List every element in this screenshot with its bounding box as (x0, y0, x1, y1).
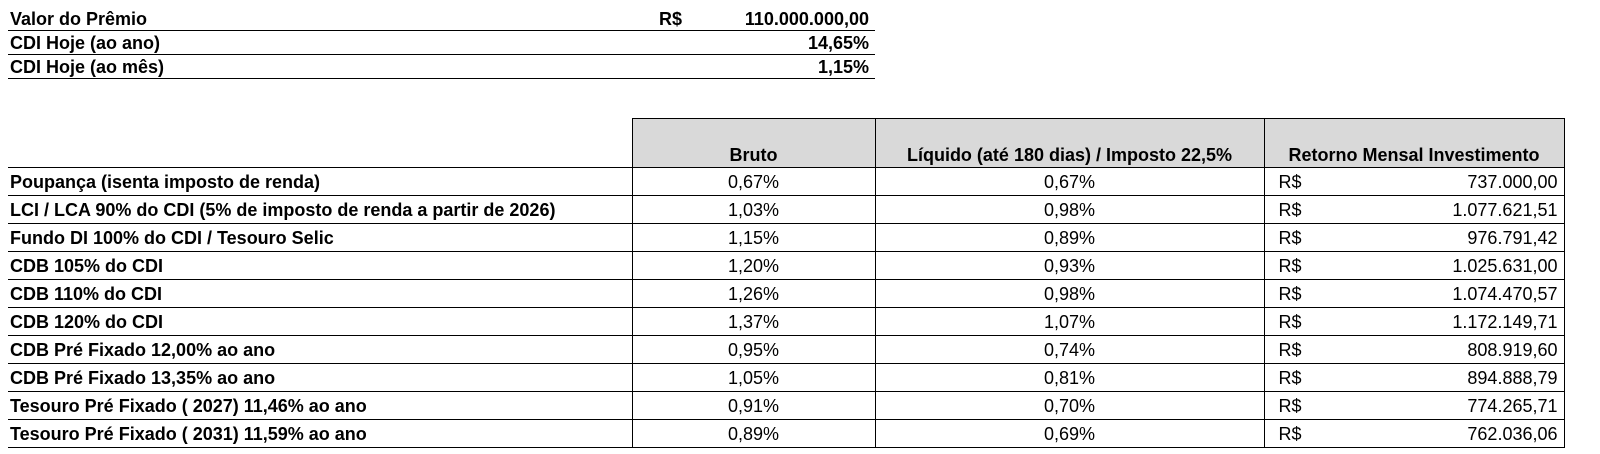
investment-table (8, 118, 1565, 448)
row-name: CDB Pré Fixado 12,00% ao ano (8, 336, 632, 364)
row-liquido: 0,98% (875, 280, 1264, 308)
row-name: Tesouro Pré Fixado ( 2031) 11,59% ao ano (8, 420, 632, 448)
row-currency: R$ (1278, 200, 1302, 220)
row-retorno-value: 808.919,60 (1467, 340, 1558, 360)
row-liquido: 0,69% (875, 420, 1264, 448)
header-retorno: Retorno Mensal Investimento (1264, 119, 1564, 168)
row-name: Poupança (isenta imposto de renda) (8, 168, 632, 196)
table-row (8, 196, 1564, 224)
row-retorno (1264, 280, 1564, 308)
table-row (8, 168, 1564, 196)
summary-label: CDI Hoje (ao mês) (10, 57, 165, 77)
row-currency: R$ (1278, 228, 1302, 248)
row-retorno (1264, 392, 1564, 420)
row-retorno-value: 1.077.621,51 (1452, 200, 1558, 220)
row-retorno (1264, 196, 1564, 224)
row-liquido: 0,70% (875, 392, 1264, 420)
row-bruto: 1,15% (632, 224, 875, 252)
summary-row-premio (8, 7, 875, 31)
table-row (8, 392, 1564, 420)
row-bruto: 1,26% (632, 280, 875, 308)
row-retorno-value: 1.172.149,71 (1452, 312, 1558, 332)
row-currency: R$ (1278, 396, 1302, 416)
summary-row-cdi-mes (8, 55, 875, 79)
row-bruto: 1,37% (632, 308, 875, 336)
row-retorno-value: 774.265,71 (1467, 396, 1558, 416)
header-bruto: Bruto (632, 119, 875, 168)
table-row (8, 252, 1564, 280)
row-bruto: 0,89% (632, 420, 875, 448)
row-liquido: 0,98% (875, 196, 1264, 224)
row-name: CDB Pré Fixado 13,35% ao ano (8, 364, 632, 392)
row-currency: R$ (1278, 312, 1302, 332)
row-currency: R$ (1278, 256, 1302, 276)
row-liquido: 1,07% (875, 308, 1264, 336)
row-bruto: 0,67% (632, 168, 875, 196)
row-name: CDB 105% do CDI (8, 252, 632, 280)
row-liquido: 0,89% (875, 224, 1264, 252)
row-bruto: 1,03% (632, 196, 875, 224)
row-currency: R$ (1278, 424, 1302, 444)
row-name: CDB 110% do CDI (8, 280, 632, 308)
row-retorno-value: 737.000,00 (1467, 172, 1558, 192)
table-header-row (8, 119, 1564, 168)
row-retorno-value: 1.074.470,57 (1452, 284, 1558, 304)
row-liquido: 0,81% (875, 364, 1264, 392)
row-name: Fundo DI 100% do CDI / Tesouro Selic (8, 224, 632, 252)
row-currency: R$ (1278, 368, 1302, 388)
row-retorno (1264, 364, 1564, 392)
row-retorno-value: 1.025.631,00 (1452, 256, 1558, 276)
row-retorno-value: 976.791,42 (1467, 228, 1558, 248)
row-currency: R$ (1278, 284, 1302, 304)
row-currency: R$ (1278, 172, 1302, 192)
summary-label: Valor do Prêmio (10, 9, 148, 29)
row-retorno (1264, 308, 1564, 336)
row-retorno (1264, 224, 1564, 252)
row-name: CDB 120% do CDI (8, 308, 632, 336)
summary-label: CDI Hoje (ao ano) (10, 33, 161, 53)
row-retorno (1264, 252, 1564, 280)
table-row (8, 224, 1564, 252)
table-row (8, 336, 1564, 364)
row-name: Tesouro Pré Fixado ( 2027) 11,46% ao ano (8, 392, 632, 420)
row-retorno (1264, 336, 1564, 364)
row-bruto: 0,91% (632, 392, 875, 420)
table-row (8, 364, 1564, 392)
summary-value: 14,65% (807, 33, 869, 53)
row-currency: R$ (1278, 340, 1302, 360)
header-blank-cell (8, 119, 632, 168)
table-row (8, 280, 1564, 308)
row-retorno-value: 762.036,06 (1467, 424, 1558, 444)
row-bruto: 1,20% (632, 252, 875, 280)
summary-value: 110.000.000,00 (744, 9, 869, 29)
table-row (8, 308, 1564, 336)
row-retorno (1264, 420, 1564, 448)
row-retorno-value: 894.888,79 (1467, 368, 1558, 388)
header-liquido: Líquido (até 180 dias) / Imposto 22,5% (875, 119, 1264, 168)
row-name: LCI / LCA 90% do CDI (5% de imposto de renda a partir de 2026) (8, 196, 632, 224)
row-liquido: 0,74% (875, 336, 1264, 364)
table-row (8, 420, 1564, 448)
summary-value: 1,15% (817, 57, 869, 77)
summary-currency: R$ (659, 9, 683, 29)
row-liquido: 0,67% (875, 168, 1264, 196)
row-bruto: 0,95% (632, 336, 875, 364)
row-liquido: 0,93% (875, 252, 1264, 280)
row-bruto: 1,05% (632, 364, 875, 392)
summary-row-cdi-ano (8, 31, 875, 55)
summary-block (8, 7, 875, 79)
row-retorno (1264, 168, 1564, 196)
